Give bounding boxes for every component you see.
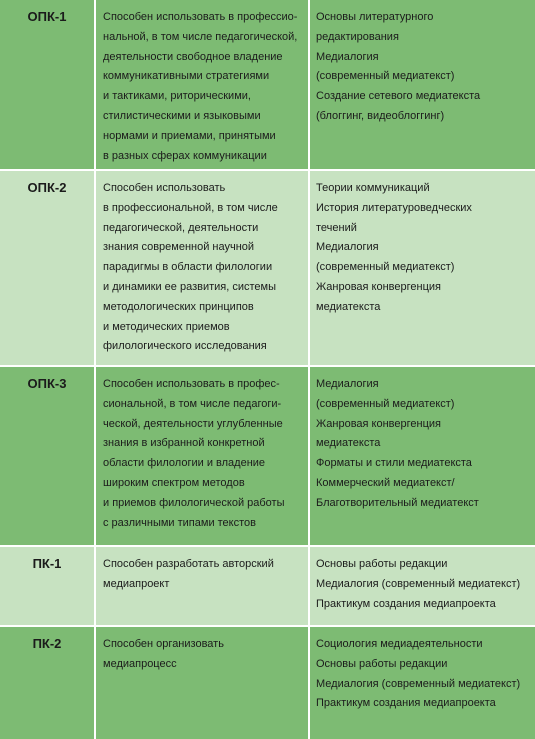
disciplines-list: Основы работы редакции Медиалогия (современный медиатекст) Практикум создания медиапроекта <box>316 558 521 610</box>
competency-description: Способен использовать в профессио- нальной, в том числе педагогической, деятельности свободное владение коммуникативными стратегиями и тактиками, риторическими, стилистическими и языковыми нормами и приемами, принятыми в разных сферах коммуникации <box>96 0 310 169</box>
table-row <box>0 547 535 627</box>
disciplines-list: Основы литературного редактирования Медиалогия (современный медиатекст) Создание сетевого медиатекста (блоггинг, видеоблоггинг) <box>316 11 481 122</box>
competency-description: Способен разработать авторский медиапроект <box>96 547 310 625</box>
table-row <box>0 627 535 739</box>
competency-code: ОПК-3 <box>0 367 96 545</box>
competency-code: ОПК-2 <box>0 171 96 365</box>
disciplines-list: Социология медиадеятельности Основы работы редакции Медиалогия (современный медиатекст) Практикум создания медиапроекта <box>316 638 521 710</box>
table-row <box>0 0 535 171</box>
competency-description: Способен использовать в профессиональной, в том числе педагогической, деятельности знания современной научной парадигмы в области филологии и динамики ее развития, системы методологических принципов и методических приемов филологического исследования <box>96 171 310 365</box>
competency-code: ПК-1 <box>0 547 96 625</box>
competency-description: Способен использовать в профес- сиональной, в том числе педагоги- ческой, деятельности углубленные знания в избранной конкретной области филологии и владение широким спектром методов и приемов филологической работы с различными типами текстов <box>96 367 310 545</box>
competency-description: Способен организовать медиапроцесс <box>96 627 310 739</box>
disciplines-list: Медиалогия (современный медиатекст) Жанровая конвергенция медиатекста Форматы и стили медиатекста Коммерческий медиатекст/ Благотворительный медиатекст <box>316 378 479 509</box>
competency-code: ОПК-1 <box>0 0 96 169</box>
competency-code: ПК-2 <box>0 627 96 739</box>
disciplines-list: Теории коммуникаций История литературоведческих течений Медиалогия (современный медиатекст) Жанровая конвергенция медиатекста <box>316 182 472 313</box>
table-row <box>0 171 535 367</box>
table-row <box>0 367 535 547</box>
